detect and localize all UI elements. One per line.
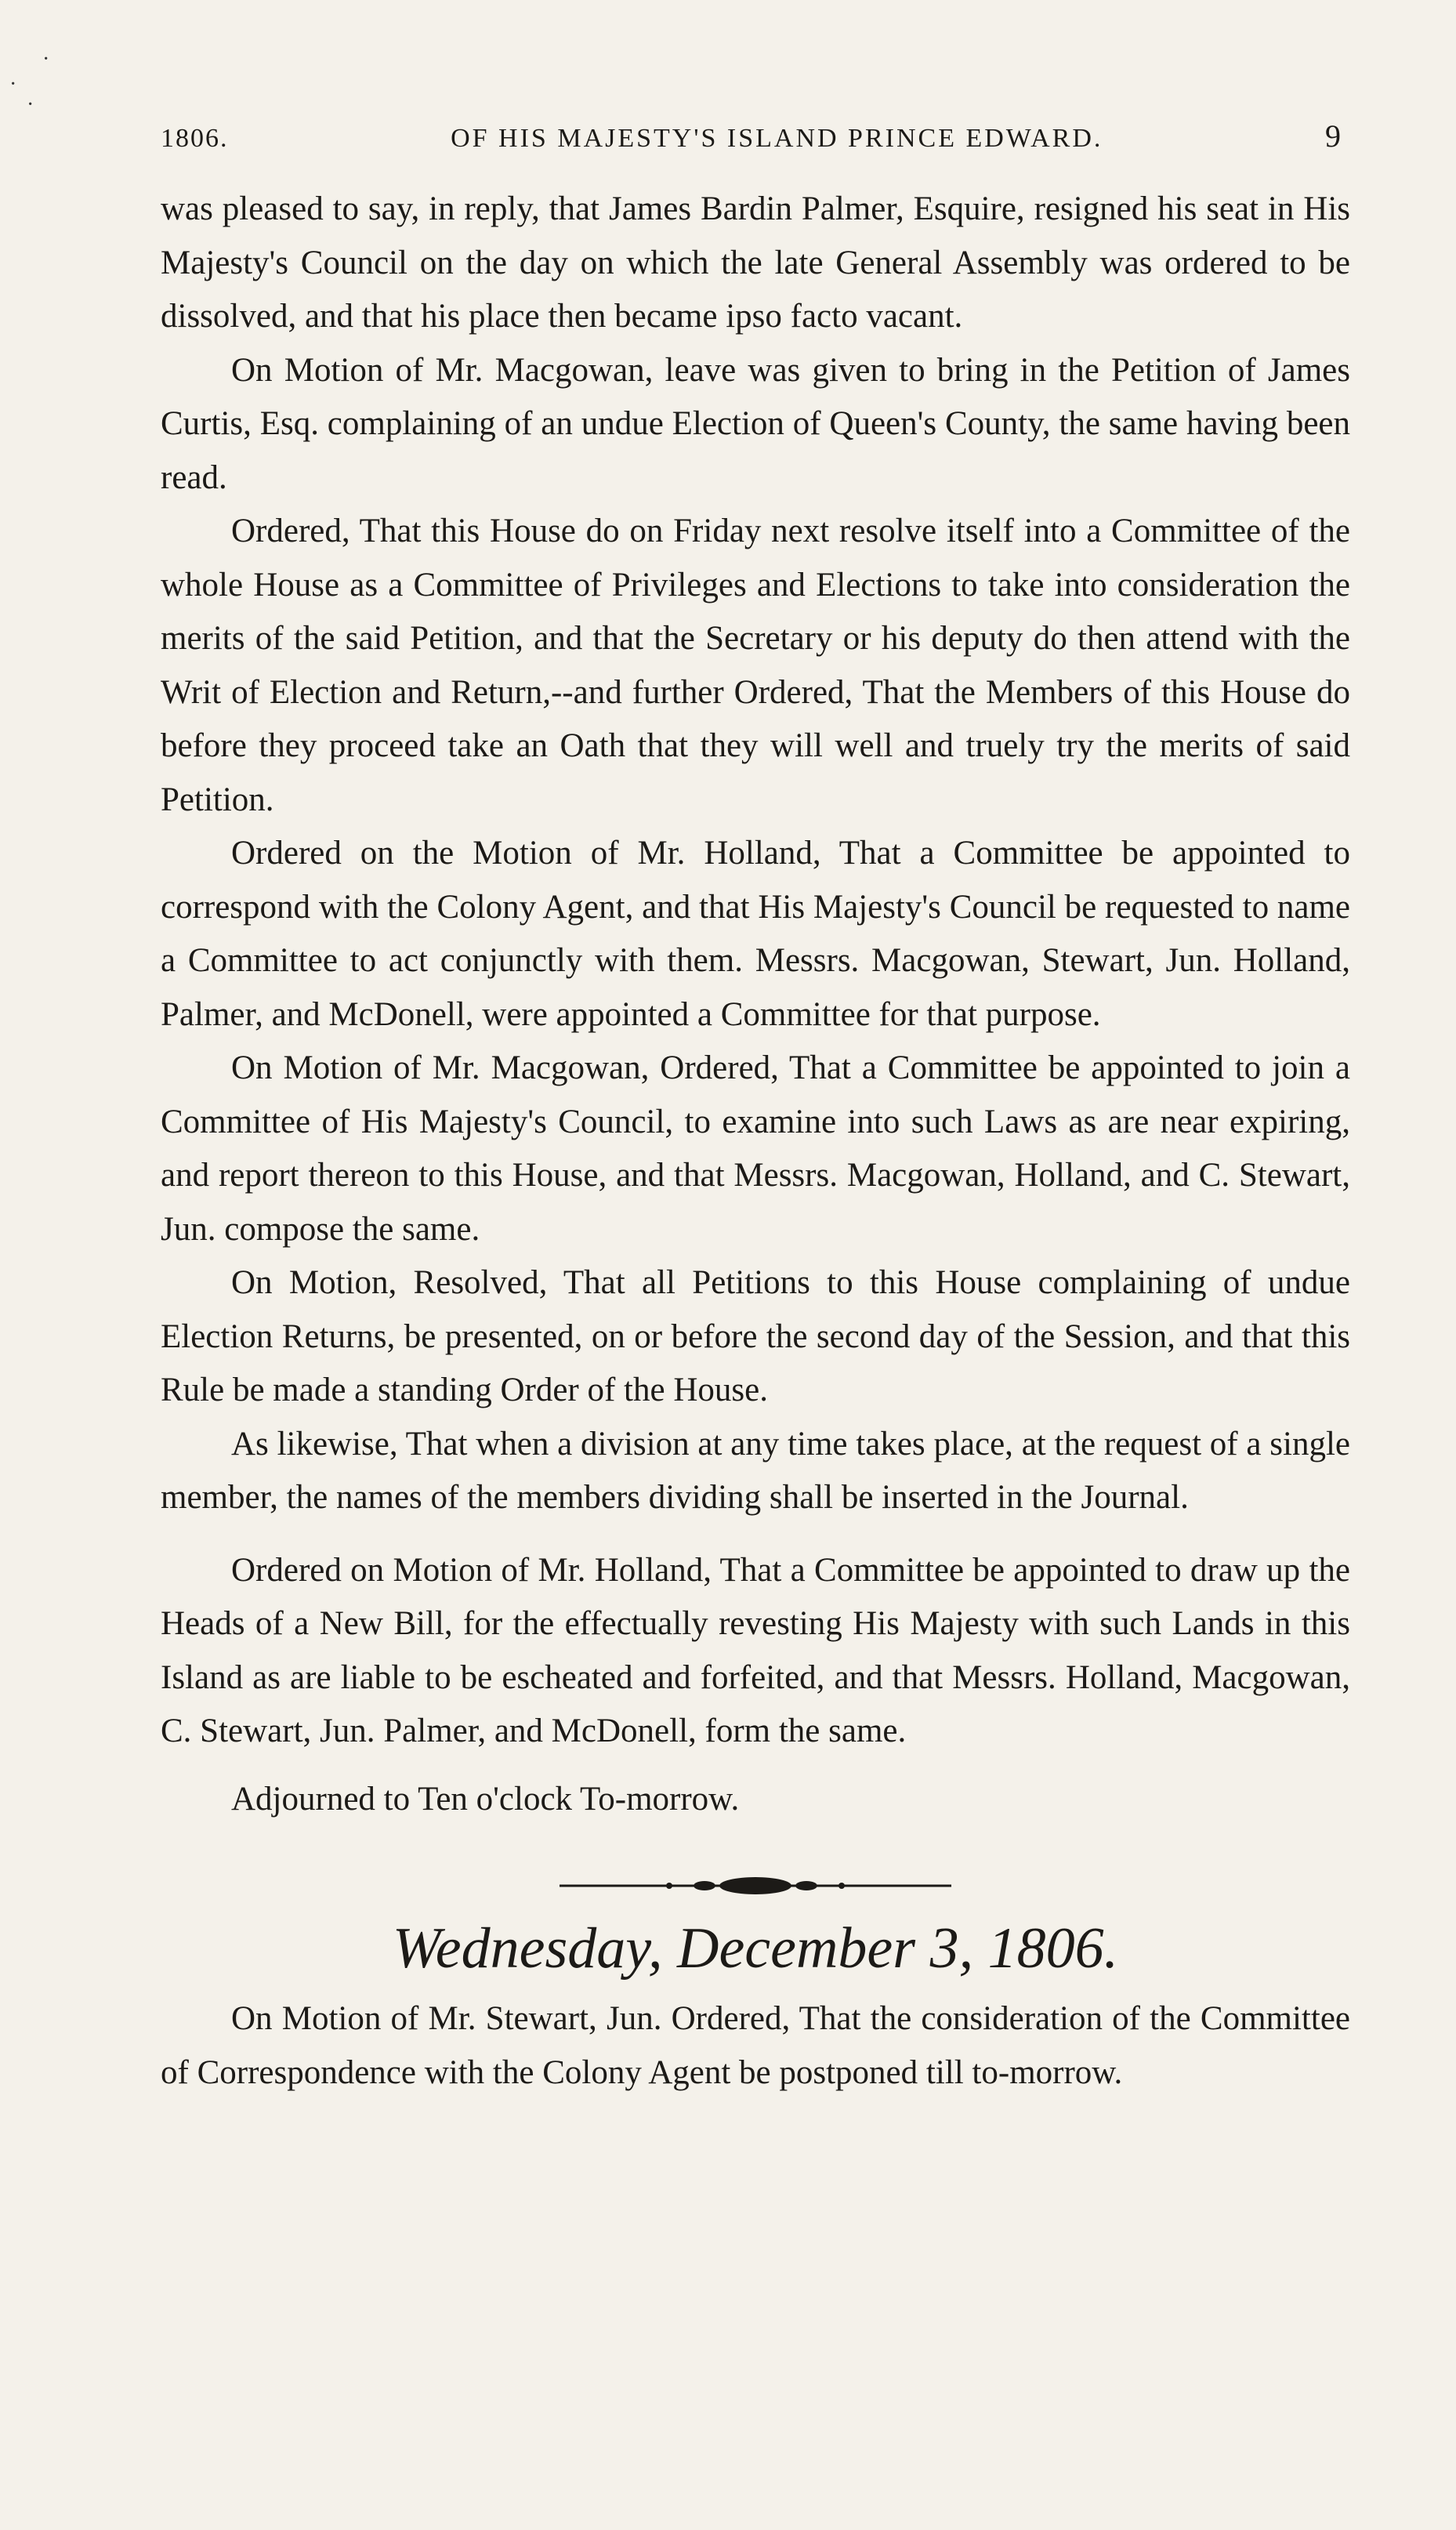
paragraph-division-rule: As likewise, That when a division at any time takes place, at the request of a single member, the names of the members dividing shall be inserted in the Journal.: [161, 1425, 1350, 1516]
paragraph-ordered-committee-whole: Ordered, That this House do on Friday next resolve itself into a Committee of the whole House as a Committee of Privileges and Elections to take into consideration the merits of the said Petition, and that the Secretary or his deputy do then attend with the Writ of Election and Return,--and further Ordered, That the Members of this House do before they proceed take an Oath that they will well and truely try the merits of said Petition.: [161, 513, 1350, 818]
paragraph-correspondence-committee: Ordered on the Motion of Mr. Holland, That a Committee be appointed to correspond with the Colony Agent, and that His Majesty's Council be requested to name a Committee to act conjunctly with them. Messrs. Macgowan, Stewart, Jun. Holland, Palmer, and McDonell, were appointed a Committee for that purpose.: [161, 835, 1350, 1033]
page-year: 1806.: [161, 124, 229, 153]
paragraph-petitions-rule: On Motion, Resolved, That all Petitions to this House complaining of undue Election Returns, be presented, on or before the second day of the Session, and that this Rule be made a standing Order of the House.: [161, 1264, 1350, 1408]
running-head: [161, 118, 1350, 154]
page-number: 9: [1325, 118, 1342, 154]
journal-body: [161, 183, 1350, 2100]
paragraph-petition-leave: On Motion of Mr. Macgowan, leave was given to bring in the Petition of James Curtis, Esq. complaining of an undue Election of Queen's County, the same having been read.: [161, 351, 1350, 496]
paragraph-continued: was pleased to say, in reply, that James Bardin Palmer, Esquire, resigned his seat in His Majesty's Council on the day on which the late General Assembly was ordered to be dissolved, and that his place then became ipso facto vacant.: [161, 190, 1350, 335]
date-heading: Wednesday, December 3, 1806.: [392, 1916, 1119, 1981]
adjourned-line: Adjourned to Ten o'clock To-morrow.: [231, 1780, 740, 1818]
paragraph-escheat-bill: Ordered on Motion of Mr. Holland, That a Committee be appointed to draw up the Heads of a New Bill, for the effectually revesting His Majesty with such Lands in this Island as are liable to be escheated and forfeited, and that Messrs. Holland, Macgowan, C. Stewart, Jun. Palmer, and McDonell, form the same.: [161, 1551, 1350, 1749]
paragraph-postponed: On Motion of Mr. Stewart, Jun. Ordered, That the consideration of the Committee of Correspondence with the Colony Agent be postponed till to-morrow.: [161, 2000, 1350, 2091]
section-divider: [161, 1870, 1350, 1901]
margin-speck: ·: [27, 92, 34, 117]
paragraph-expiring-laws: On Motion of Mr. Macgowan, Ordered, That a Committee be appointed to join a Committee of His Majesty's Council, to examine into such Laws as are near expiring, and report thereon to this House, and that Messrs. Macgowan, Holland, and C. Stewart, Jun. compose the same.: [161, 1049, 1350, 1248]
margin-speck: ·: [42, 47, 50, 71]
ornamental-rule: [552, 1870, 959, 1901]
running-title: OF HIS MAJESTY'S ISLAND PRINCE EDWARD.: [451, 124, 1103, 153]
margin-speck: ·: [9, 72, 17, 96]
